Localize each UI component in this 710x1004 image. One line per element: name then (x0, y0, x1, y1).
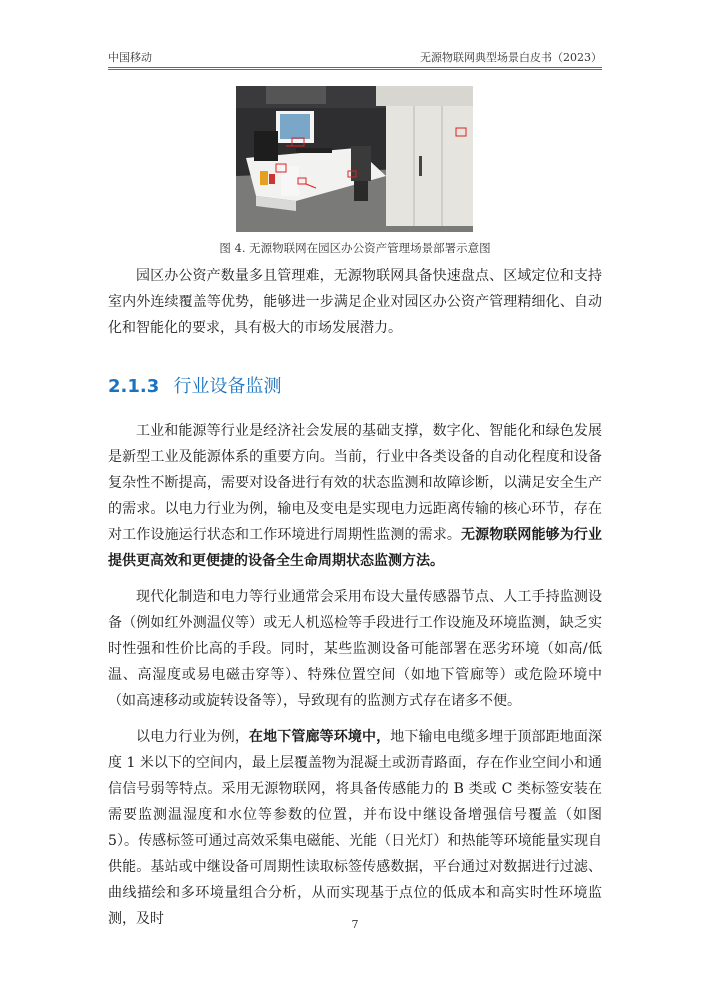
header-rule-double (108, 69, 602, 70)
paragraph-2-bold: 无源物联网能够为行业提供更高效和更便捷的设备全生命周期状态监测方法。 (108, 527, 603, 569)
paragraph-4-bold: 在地下管廊等环境中， (249, 729, 391, 745)
paragraph-4-after: 地下输电电缆多埋于顶部距地面深度 1 米以下的空间内，最上层覆盖物为混凝土或沥青路面，存在作业空间小和通信信号弱等特点。采用无源物联网，将具备传感能力的 B 类或 C 类标签安装在需要监测温湿度和水位等参数的位置，并布设中继设备增强信号覆盖（如图 5）。传感标签可通过高效采集电磁能、光能（日光灯）和热能等环境能量实现自供能。基站或中继设备可周期性读取标签传感数据，平台通过对数据进行过滤、曲线描绘和多环境量组合分析，从而实现基于点位的低成本和高实时性环境监测，及时 (108, 729, 602, 927)
header-rule (108, 67, 602, 68)
header-right: 无源物联网典型场景白皮书（2023） (420, 51, 602, 64)
paragraph-2 (108, 418, 602, 574)
section-heading (108, 372, 282, 398)
figure-caption: 图 4. 无源物联网在园区办公资产管理场景部署示意图 (219, 241, 491, 255)
paragraph-current-methods (108, 584, 602, 714)
paragraph-4 (108, 724, 602, 932)
paragraph-underground-example (108, 724, 602, 932)
section-title: 行业设备监测 (173, 376, 282, 397)
office-asset-photo (236, 86, 473, 232)
paragraph-1-text: 园区办公资产数量多且管理难，无源物联网具备快速盘点、区域定位和支持室内外连续覆盖等优势，能够进一步满足企业对园区办公资产管理精细化、自动化和智能化的要求，具有极大的市场发展潜力。 (108, 268, 602, 336)
header-left: 中国移动 (108, 51, 152, 64)
paragraph-2-text: 工业和能源等行业是经济社会发展的基础支撑，数字化、智能化和绿色发展是新型工业及能源体系的重要方向。当前，行业中各类设备的自动化程度和设备复杂性不断提高，需要对设备进行有效的状态监测和故障诊断，以满足安全生产的需求。以电力行业为例，输电及变电是实现电力远距离传输的核心环节，存在对工作设施运行状态和工作环境进行周期性监测的需求。 (108, 423, 602, 543)
page-header (108, 49, 602, 67)
paragraph-4-before: 以电力行业为例， (136, 729, 249, 745)
page-number: 7 (351, 918, 359, 931)
paragraph-industry-monitoring (108, 418, 602, 574)
paragraph-3-text: 现代化制造和电力等行业通常会采用布设大量传感器节点、人工手持监测设备（例如红外测温仪等）或无人机巡检等手段进行工作设施及环境监测，缺乏实时性强和性价比高的手段。同时，某些监测设备可能部署在恶劣环境（如高/低温、高湿度或易电磁击穿等）、特殊位置空间（如地下管廊等）或危险环境中（如高速移动或旋转设备等），导致现有的监测方式存在诸多不便。 (108, 589, 602, 709)
section-number: 2.1.3 (108, 376, 160, 397)
paragraph-asset-management (108, 263, 602, 341)
